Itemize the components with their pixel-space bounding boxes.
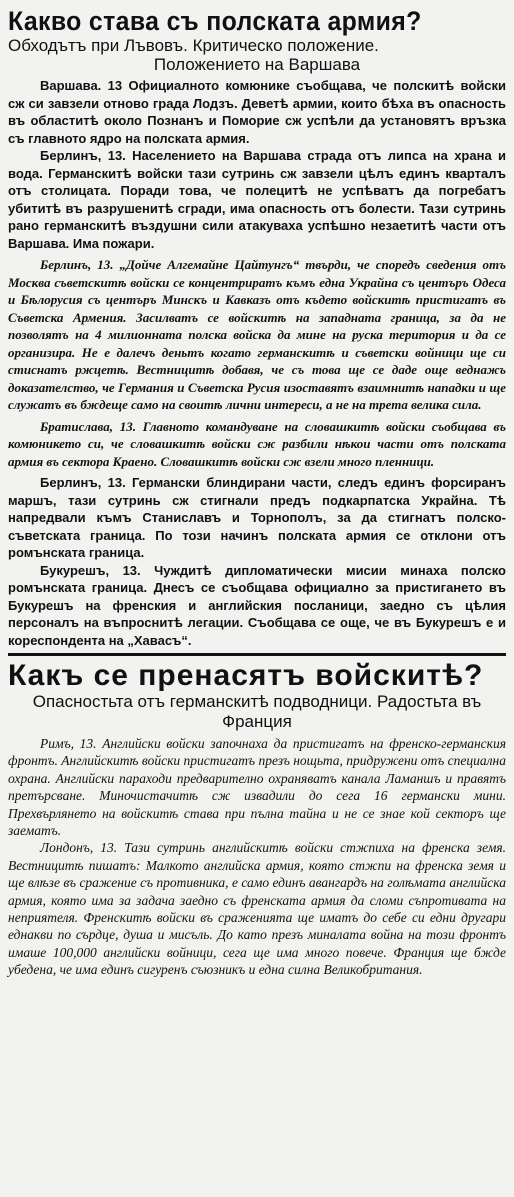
article2-headline: Какъ се пренасятъ войскитѣ? [8, 659, 484, 692]
article1-paragraph-berlin-2: Берлинъ, 13. „Дойче Алгемайне Цайтунгъ“ твърди, че споредъ сведения отъ Москва съветскитѣ войски се концентриратъ къмъ една Украйна съ центъръ Одеса и Бѣлорусия съ центъръ Минскъ и Кавказъ отъ където войскитѣ пристигатъ въ Съветска Армения. Засилватъ се войскитѣ на западната граница, за да не позволятъ на 4 милионната полска войска да мине на руска територия и да се организира. Не е далечъ деньтъ когато германскитѣ и съветски войници ще си стиснатъ ржцетѣ. Вестницитѣ добавя, че съ това ще се даде още веднажъ доказателство, че Германия и Съветска Русия изоставятъ взаимнитѣ нападки и ще служатъ въ бждеще само на своитѣ лични интереси, а не на трета велика сила. [8, 257, 506, 412]
article2-subhead: Опасностьта отъ германскитѣ подводници. Радостьта въ Франция [32, 692, 482, 731]
article-divider [8, 653, 506, 656]
article2-paragraph-london: Лондонъ, 13. Тази сутринь английскитѣ войски стжпиха на френска земя. Вестницитѣ пишатъ: Малкото английска армия, която стжпи на френска земя и ще влѣзе въ сражение съ противника, е само единъ авангардъ на голѣмата английска армия, която има за задача заедно съ френската армия да сломи съпротивата на неприятеля. Френскитѣ войски въ сраженията ще иматъ до себе си едни другари еднакви по сърдце, душа и мисъль. До като презъ миналата война на този фронтъ имаше 100,000 английски войници, сега ще има много повече. Франция ще бжде убедена, че има единъ сигуренъ съюзникъ и една силна Великобритания. [8, 840, 506, 978]
article1-paragraph-berlin-3: Берлинъ, 13. Германски блиндирани части, следъ единъ форсиранъ маршъ, тази сутринь сж стигнали предъ подкарпатска Украйна. Тѣ напредвали къмъ Станиславъ и Торнополъ, за да стигнатъ полско-съветската граница. По този начинъ полската армия се отклони отъ ромънската граница. [8, 475, 506, 560]
article1-paragraph-warsaw: Варшава. 13 Официалното комюнике съобщава, че полскитѣ войски сж си завзели отново града Лодзъ. Деветѣ армии, които бѣха въ опасность въ областитѣ около Познанъ и Поморие сж успѣли да установятъ връзка съ главното ядро на полската армия. [8, 78, 506, 146]
article2-paragraph-rome: Римъ, 13. Английски войски започнаха да пристигатъ на френско-германския фронтъ. Английскитѣ войски пристигатъ презъ нощьта, придружени отъ специална охрана. Английски параходи предварително охраняватъ канала Ламаншъ и правятъ претърсване. Миночистачитѣ сж извадили до сега 16 германски мини. Прехвърлянето на войскитѣ става при пълна тайна и не се знае кой секторъ ще заематъ. [8, 736, 506, 839]
article1-paragraph-bucharest: Букурешъ, 13. Чуждитѣ дипломатически мисии минаха полско ромънската граница. Днесъ се съобщава официално за пристигането въ Букурешъ на френския и английския посланици, заедно съ цѣлия персоналъ на въпроснитѣ легации. Съобщава се още, че въ Букурешъ е и кореспондента на „Хавасъ“. [8, 562, 506, 648]
article1-headline: Какво става съ полската армия? [8, 6, 422, 36]
article1-paragraph-berlin-1: Берлинъ, 13. Населението на Варшава страда отъ липса на храна и вода. Германскитѣ войски тази сутринь сж завзели цѣлъ единъ кварталъ отъ столицата. Поради това, че полецитѣ не успѣватъ да погребатъ убититѣ въ разрушенитѣ сгради, има опасность отъ болести. Тази сутринь рано германскитѣ въздушни сили атакуваха успѣшно незаетитѣ части отъ Варшава. Има пожари. [8, 148, 506, 251]
article1-paragraph-bratislava: Братислава, 13. Главното командуване на словашкитѣ войски съобщава въ комюникето си, че словашкитѣ войски сж разбили нѣкои части отъ полската армия въ сектора Краено. Словашкитѣ войски сж взели много пленници. [8, 418, 506, 469]
article1-subhead-2: Положението на Варшава [153, 55, 361, 74]
article1-subhead: Обходътъ при Лъвовъ. Критическо положение. [8, 36, 379, 55]
